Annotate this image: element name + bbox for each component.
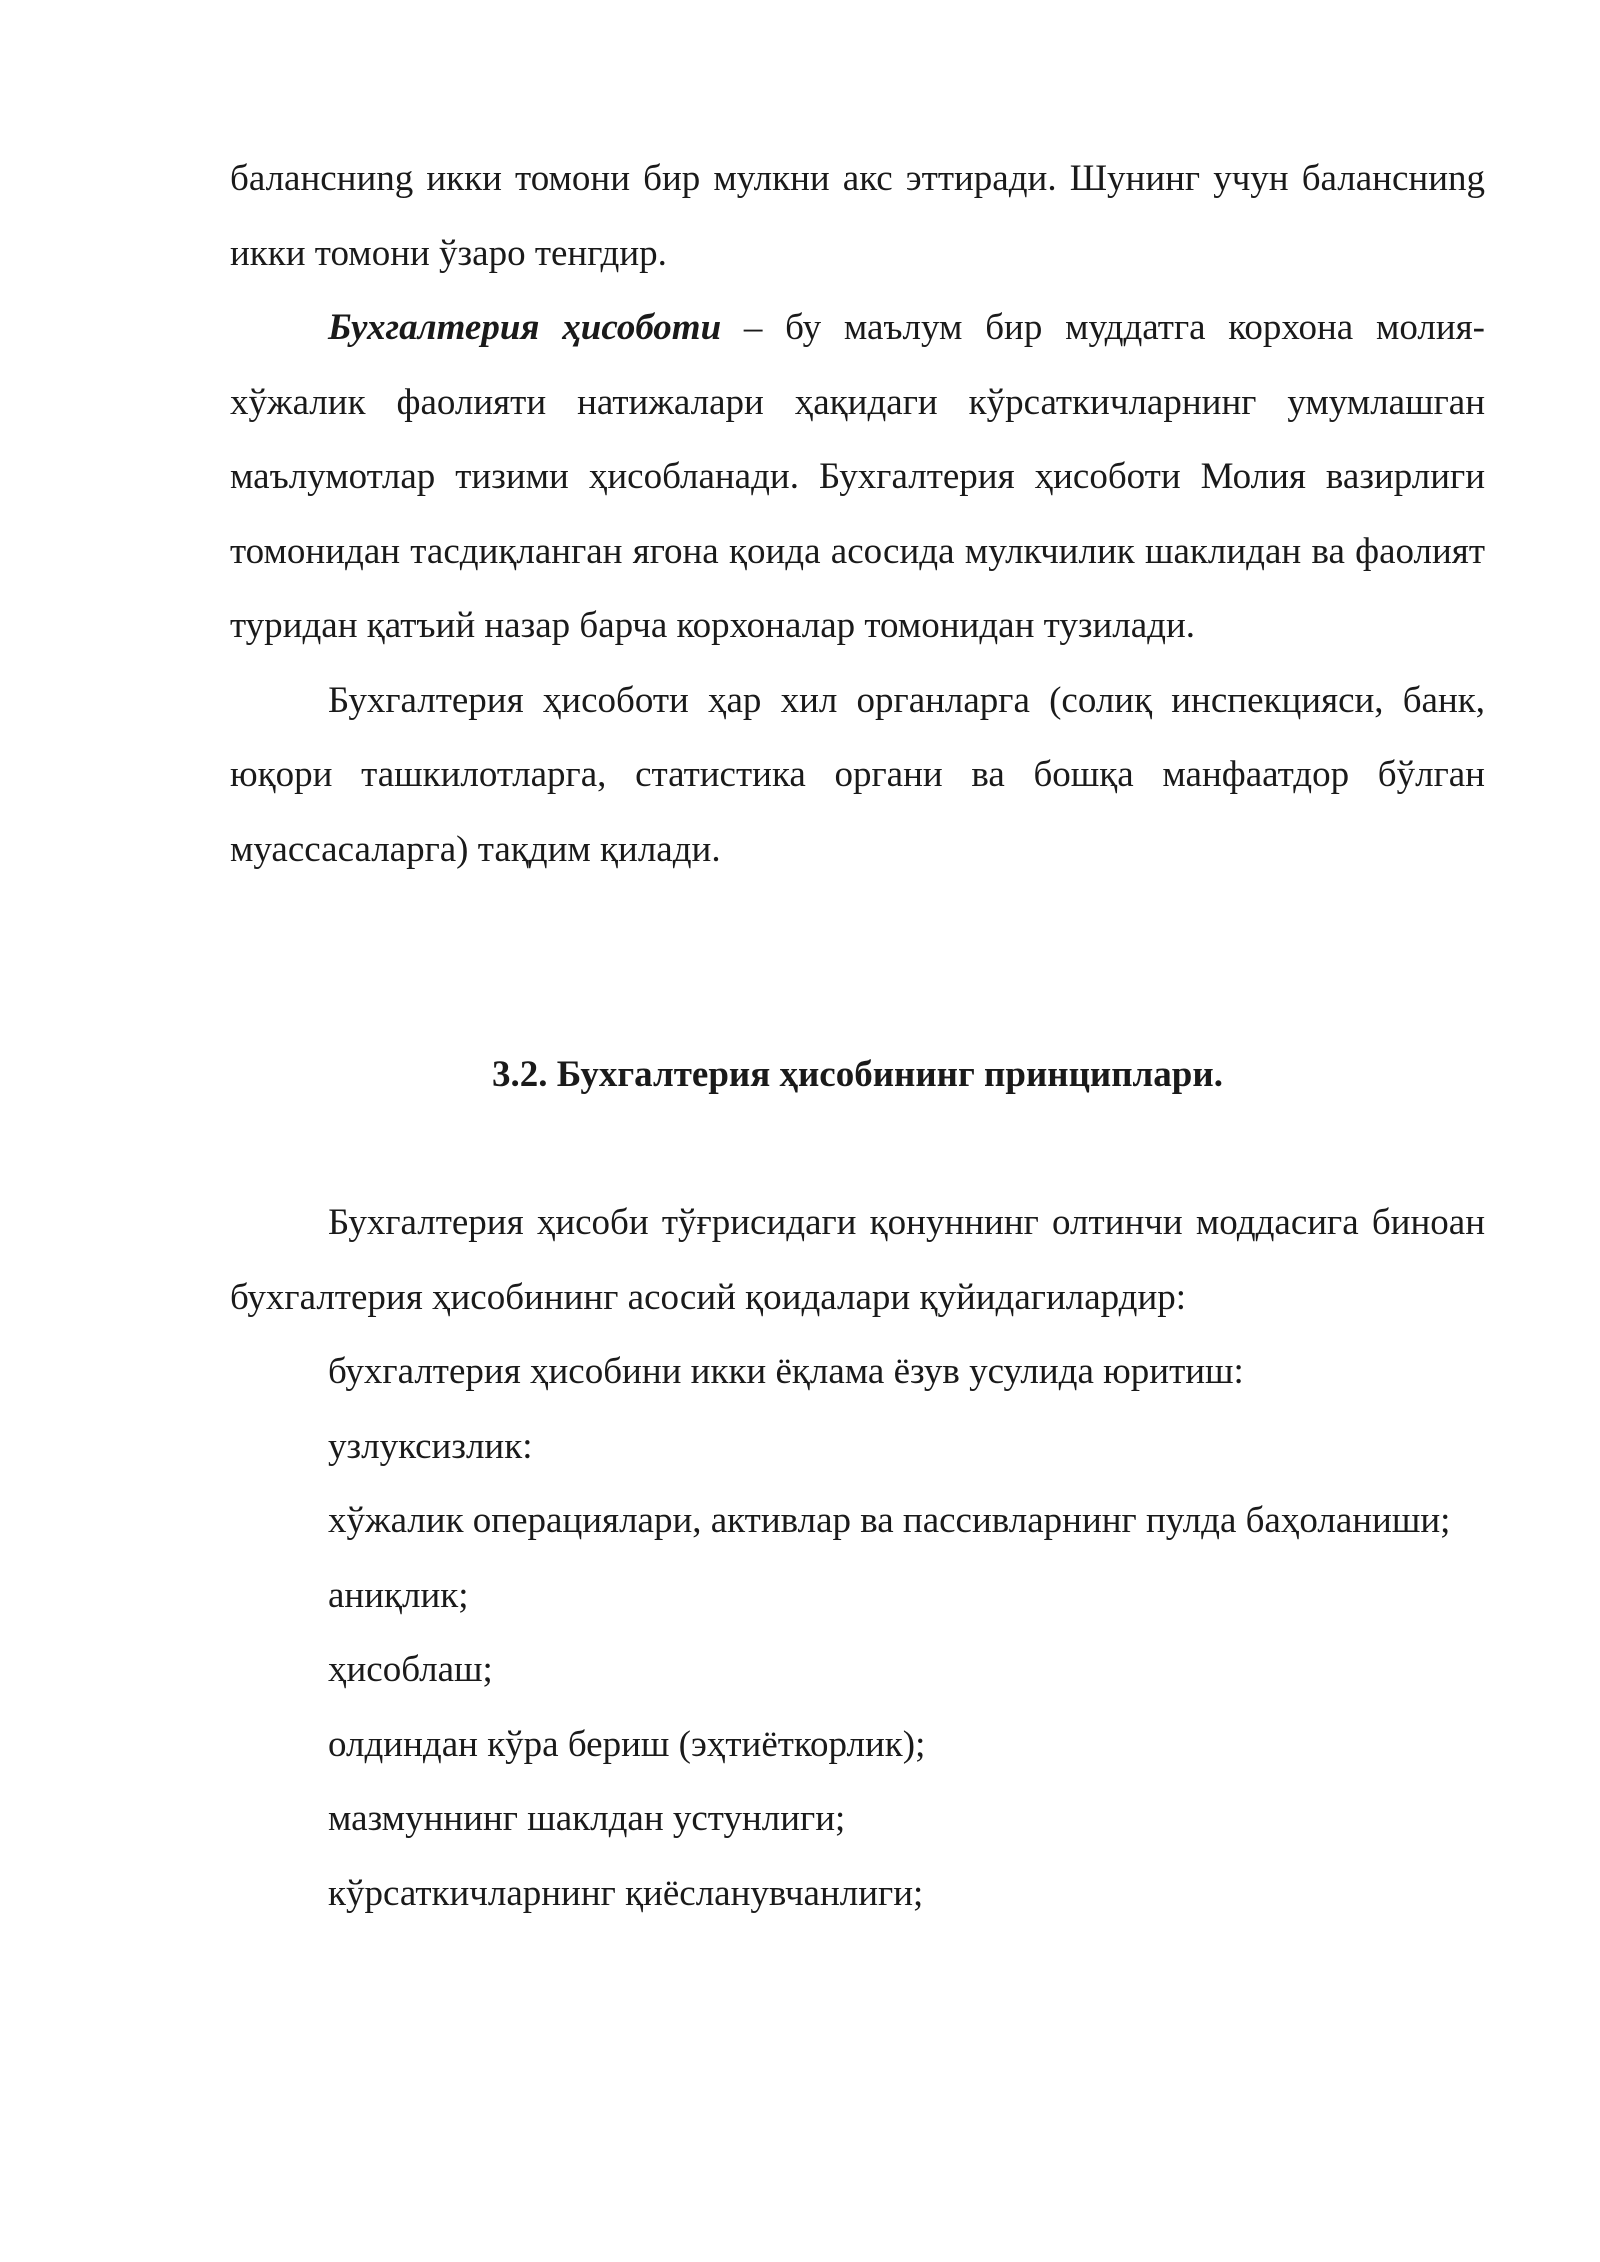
defined-term: Бухгалтерия ҳисоботи bbox=[328, 307, 722, 348]
paragraph-text: – бу маълум бир муддатга корхона молия-хўжалик фаолияти натижалари ҳақидаги кўрсаткичларнинг умумлашган маълумотлар тизими ҳисобланади. Бухгалтерия ҳисоботи Молия вазирлиги томонидан тасдиқланган ягона қоида асосида мулкчилик шаклидан ва фаолият туридан қатъий назар барча корхоналар томонидан тузилади. bbox=[230, 307, 1485, 646]
paragraph: Бухгалтерия ҳисоби тўғрисидаги қонуннинг олтинчи моддасига биноан бухгалтерия ҳисобининг асосий қоидалари қуйидагилардир: bbox=[230, 1202, 1485, 1318]
paragraph: Бухгалтерия ҳисоботи ҳар хил органларга (солиқ инспекцияси, банк, юқори ташкилотларга, статистика органи ва бошқа манфаатдор бўлган муассасаларга) тақдим қилади. bbox=[230, 679, 1485, 870]
list-item: хўжалик операциялари, активлар ва пассивларнинг пулда баҳоланиши; bbox=[328, 1500, 1451, 1541]
list-item: олдиндан кўра бериш (эҳтиёткорлик); bbox=[328, 1723, 926, 1765]
paragraph: балансниng икки томони бир мулкни акс эттиради. Шунинг учун балансниng икки томони ўзаро тенгдир. bbox=[230, 158, 1485, 274]
list-item: мазмуннинг шаклдан устунлиги; bbox=[328, 1798, 846, 1839]
list-item: узлуксизлик: bbox=[328, 1425, 533, 1467]
list-item: кўрсаткичларнинг қиёсланувчанлиги; bbox=[328, 1872, 924, 1914]
section-heading: 3.2. Бухгалтерия ҳисобининг принциплари. bbox=[492, 1054, 1223, 1095]
list-item: аниқлик; bbox=[328, 1574, 469, 1616]
body-text-top bbox=[230, 142, 1485, 887]
paragraph bbox=[230, 291, 1485, 664]
list-item: бухгалтерия ҳисобини икки ёқлама ёзув усулида юритиш: bbox=[328, 1351, 1244, 1392]
list-item: ҳисоблаш; bbox=[328, 1649, 493, 1690]
body-text-bottom bbox=[230, 1186, 1485, 1931]
